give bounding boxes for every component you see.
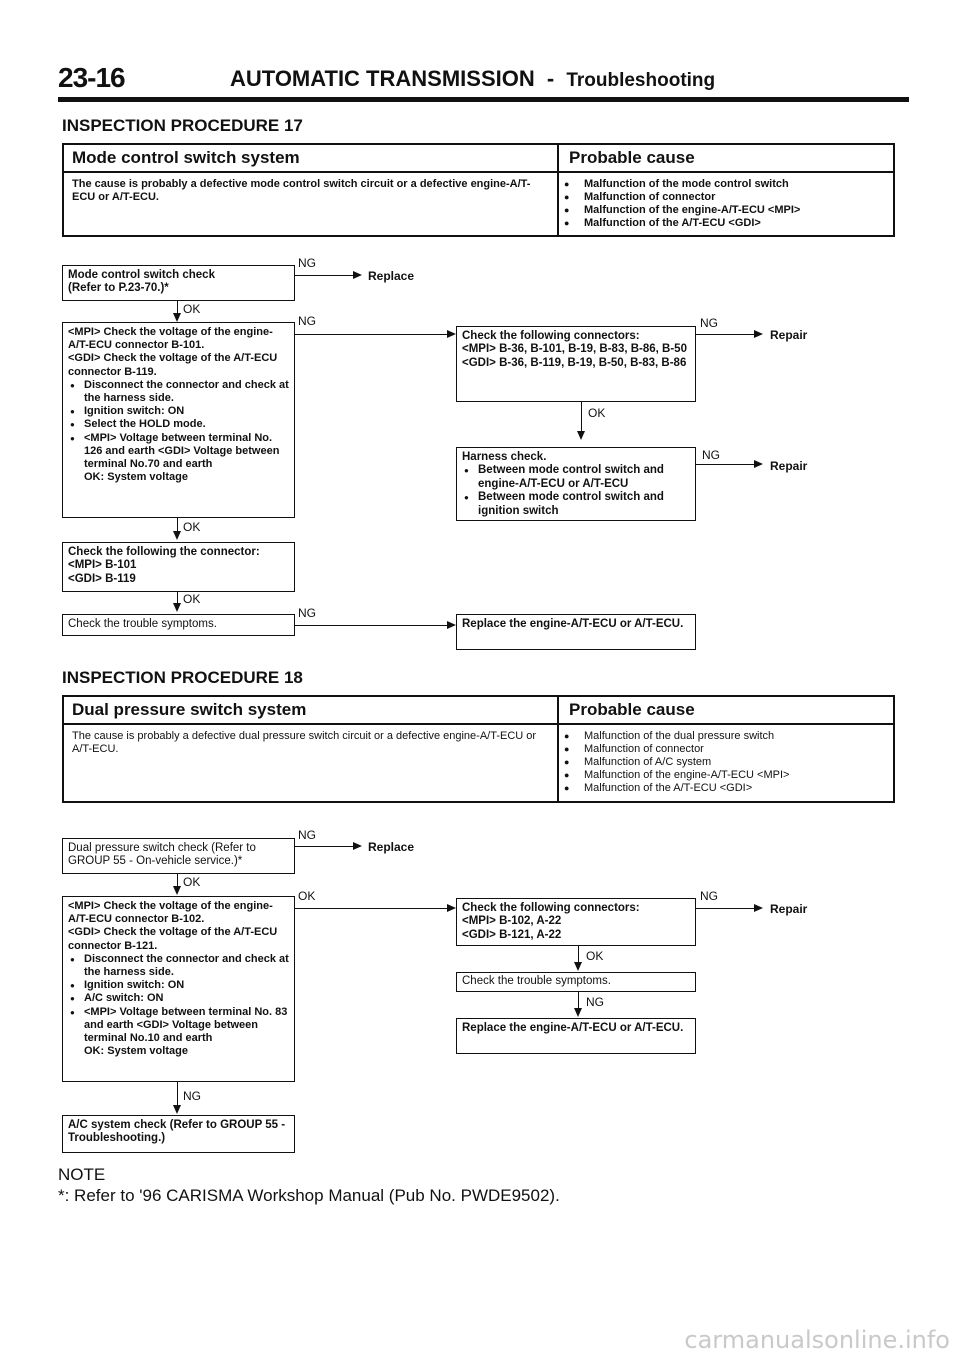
flow-line — [177, 518, 178, 532]
harness-check-list — [462, 464, 690, 518]
ng-label: NG — [700, 889, 718, 903]
box-line: A/C system check (Refer to GROUP 55 - Troubleshooting.) — [68, 1119, 286, 1145]
ok-label: OK — [586, 949, 604, 963]
header-rule — [58, 97, 909, 102]
trouble-symptoms-box — [62, 614, 295, 636]
connector-check-box — [456, 326, 696, 402]
voltage-check-box — [62, 896, 295, 1082]
arrow-right-icon — [754, 330, 763, 338]
page-number: 23-16 — [58, 62, 125, 93]
ng-label: NG — [298, 314, 316, 328]
cause-item: ● Malfunction of the mode control switch — [562, 178, 882, 191]
cause-item: ● Malfunction of the A/T-ECU <GDI> — [562, 217, 882, 230]
procedure-17-table — [62, 143, 895, 237]
repair-result: Repair — [770, 902, 808, 916]
note-title: NOTE — [58, 1165, 106, 1184]
ok-criteria-text: System voltage — [107, 1045, 188, 1058]
box-line: <GDI> Check the voltage of the A/T-ECU connector B-119. — [68, 352, 278, 378]
table-header-right: Probable cause — [569, 148, 695, 167]
harness-item: ● Between mode control switch and engine-A/T-ECU or A/T-ECU — [462, 464, 690, 491]
arrow-right-icon — [754, 460, 763, 468]
arrow-down-icon — [574, 962, 582, 971]
box-title: Check the following the connector: — [68, 546, 260, 558]
box-line: <GDI> B-36, B-119, B-19, B-50, B-83, B-86 — [462, 356, 687, 369]
flow-line — [295, 625, 447, 626]
flow-line — [696, 334, 754, 335]
cause-item: ● Malfunction of the engine-A/T-ECU <MPI> — [562, 204, 882, 217]
flow-line — [295, 334, 447, 335]
ok-criteria-label: OK: — [84, 1045, 105, 1058]
arrow-right-icon — [447, 904, 456, 912]
ok-label: OK — [183, 875, 201, 889]
arrow-down-icon — [173, 603, 181, 612]
ng-label: NG — [298, 606, 316, 620]
section-title: AUTOMATIC TRANSMISSION — [230, 66, 535, 91]
box-line: Check the trouble symptoms. — [462, 975, 611, 987]
arrow-down-icon — [577, 431, 585, 440]
ng-label: NG — [700, 316, 718, 330]
section-subtitle: Troubleshooting — [566, 70, 716, 91]
arrow-right-icon — [353, 271, 362, 279]
table-header-left: Dual pressure switch system — [72, 700, 307, 719]
condition-item: ● Disconnect the connector and check at the harness side. — [68, 379, 289, 405]
box-line: <MPI> Check the voltage of the engine-A/T-ECU connector B-101. — [68, 326, 273, 352]
mode-switch-check-box — [62, 265, 295, 301]
box-line: Replace the engine-A/T-ECU or A/T-ECU. — [462, 618, 684, 630]
ng-label: NG — [298, 828, 316, 842]
box-line: GROUP 55 - On-vehicle service.)* — [68, 855, 243, 868]
box-line: <MPI> B-36, B-101, B-19, B-83, B-86, B-50 — [462, 343, 687, 356]
box-line: <GDI> Check the voltage of the A/T-ECU connector B-121. — [68, 926, 278, 952]
condition-item: ● Ignition switch: ON — [68, 405, 289, 418]
box-line: Dual pressure switch check (Refer to — [68, 842, 256, 854]
arrow-down-icon — [173, 531, 181, 540]
replace-ecu-box — [456, 1018, 696, 1054]
replace-result: Replace — [368, 269, 415, 283]
flow-line — [696, 908, 754, 909]
table-header-divider — [64, 171, 893, 173]
condition-item: ● Ignition switch: ON — [68, 979, 289, 992]
condition-item: ● <MPI> Voltage between terminal No. 126 and earth <GDI> Voltage between terminal No.70 and earth — [68, 432, 289, 472]
check-conditions-list — [68, 953, 289, 1045]
box-line: <MPI> B-102, A-22 — [462, 915, 562, 928]
dual-pressure-check-box — [62, 838, 295, 874]
cause-item: ● Malfunction of the engine-A/T-ECU <MPI> — [562, 769, 882, 782]
flow-line — [295, 908, 447, 909]
procedure-17-title: INSPECTION PROCEDURE 17 — [62, 116, 303, 135]
flow-line — [177, 1082, 178, 1106]
flow-line — [581, 402, 582, 432]
flow-line — [696, 464, 754, 465]
condition-item: ● A/C switch: ON — [68, 992, 289, 1005]
condition-item: ● <MPI> Voltage between terminal No. 83 and earth <GDI> Voltage between terminal No.10 and earth — [68, 1006, 289, 1046]
table-column-divider — [557, 697, 559, 801]
ng-label: NG — [702, 448, 720, 462]
harness-item: ● Between mode control switch and ignition switch — [462, 491, 690, 518]
watermark: carmanualsonline.info — [684, 1326, 950, 1354]
procedure-18-title: INSPECTION PROCEDURE 18 — [62, 668, 303, 687]
ok-criteria — [68, 1045, 289, 1058]
box-line: <MPI> B-101 — [68, 559, 137, 572]
probable-cause-list — [562, 730, 882, 795]
arrow-right-icon — [754, 904, 763, 912]
page-title — [230, 66, 715, 92]
table-description: The cause is probably a defective dual pressure switch circuit or a defective engine-A/T-ECU or A/T-ECU. — [72, 730, 537, 755]
arrow-right-icon — [447, 330, 456, 338]
cause-item: ● Malfunction of connector — [562, 743, 882, 756]
box-title: Check the following connectors: — [462, 330, 640, 342]
ok-label: OK — [183, 302, 201, 316]
table-header-left: Mode control switch system — [72, 148, 300, 167]
box-title: Harness check. — [462, 451, 547, 463]
cause-item: ● Malfunction of the dual pressure switch — [562, 730, 882, 743]
procedure-18-table — [62, 695, 895, 803]
ok-label: OK — [183, 520, 201, 534]
ecu-connector-check-box — [62, 542, 295, 592]
replace-result: Replace — [368, 840, 415, 854]
arrow-down-icon — [173, 886, 181, 895]
box-title: Check the following connectors: — [462, 902, 640, 914]
arrow-right-icon — [353, 842, 362, 850]
flow-line — [295, 846, 353, 847]
box-line: <MPI> Check the voltage of the engine-A/T-ECU connector B-102. — [68, 900, 273, 926]
arrow-down-icon — [173, 313, 181, 322]
box-line: Replace the engine-A/T-ECU or A/T-ECU. — [462, 1022, 684, 1034]
ng-label: NG — [183, 1089, 201, 1103]
ok-label: OK — [298, 889, 316, 903]
flow-line — [578, 992, 579, 1009]
condition-item: ● Select the HOLD mode. — [68, 418, 289, 431]
flow-line — [295, 275, 353, 276]
box-line: (Refer to P.23-70.)* — [68, 282, 169, 295]
table-header-right: Probable cause — [569, 700, 695, 719]
replace-ecu-box — [456, 614, 696, 650]
ok-criteria — [68, 471, 289, 484]
box-line: Mode control switch check — [68, 269, 215, 281]
trouble-symptoms-box — [456, 972, 696, 992]
box-line: Check the trouble symptoms. — [68, 618, 217, 630]
condition-item: ● Disconnect the connector and check at the harness side. — [68, 953, 289, 979]
repair-result: Repair — [770, 328, 808, 342]
box-line: <GDI> B-119 — [68, 572, 136, 585]
check-conditions-list — [68, 379, 289, 471]
voltage-check-box — [62, 322, 295, 518]
table-column-divider — [557, 145, 559, 235]
arrow-right-icon — [447, 621, 456, 629]
connector-check-box — [456, 898, 696, 946]
cause-item: ● Malfunction of A/C system — [562, 756, 882, 769]
ng-label: NG — [298, 256, 316, 270]
repair-result: Repair — [770, 459, 808, 473]
title-dash: - — [546, 66, 555, 91]
arrow-down-icon — [173, 1105, 181, 1114]
note-text: *: Refer to '96 CARISMA Workshop Manual (Pub No. PWDE9502). — [58, 1186, 560, 1205]
probable-cause-list — [562, 178, 882, 230]
arrow-down-icon — [574, 1008, 582, 1017]
ok-criteria-label: OK: — [84, 471, 105, 484]
flow-line — [578, 946, 579, 963]
ok-label: OK — [588, 406, 606, 420]
ok-label: OK — [183, 592, 201, 606]
cause-item: ● Malfunction of connector — [562, 191, 882, 204]
table-header-divider — [64, 723, 893, 725]
ac-system-check-box — [62, 1115, 295, 1153]
cause-item: ● Malfunction of the A/T-ECU <GDI> — [562, 782, 882, 795]
ng-label: NG — [586, 995, 604, 1009]
ok-criteria-text: System voltage — [107, 471, 188, 484]
box-line: <GDI> B-121, A-22 — [462, 928, 562, 941]
table-description: The cause is probably a defective mode control switch circuit or a defective engine-A/T-ECU or A/T-ECU. — [72, 178, 531, 203]
harness-check-box — [456, 447, 696, 521]
